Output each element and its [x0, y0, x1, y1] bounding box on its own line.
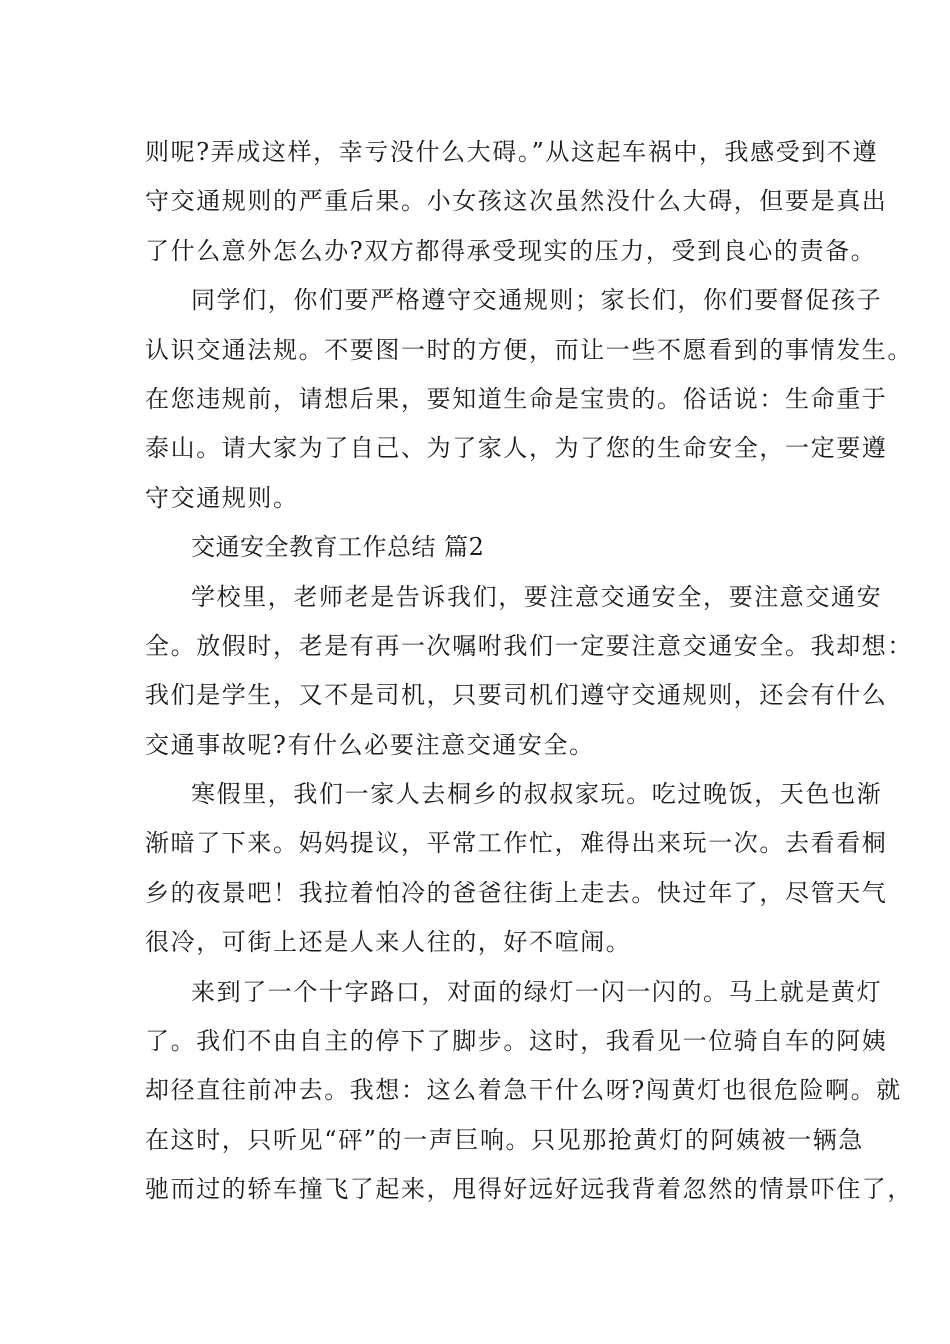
- text-line: 很冷，可街上还是人来人往的，好不喧闹。: [145, 928, 632, 957]
- document-body: [145, 128, 913, 1215]
- text-line: 驰而过的轿车撞飞了起来，甩得好远好远我背着忽然的情景吓住了，: [145, 1175, 913, 1204]
- text-line: 寒假里，我们一家人去桐乡的叔叔家玩。吃过晚饭，天色也渐: [191, 780, 883, 809]
- text-line: 却径直往前冲去。我想：这么着急干什么呀?闯黄灯也很危险啊。就: [145, 1076, 902, 1105]
- text-line: 了。我们不由自主的停下了脚步。这时，我看见一位骑自车的阿姨: [145, 1027, 888, 1056]
- text-line: 守交通规则的严重后果。小女孩这次虽然没什么大碍，但要是真出: [145, 187, 888, 216]
- text-line: 了什么意外怎么办?双方都得承受现实的压力，受到良心的责备。: [145, 236, 877, 265]
- text-line: 我们是学生，又不是司机，只要司机们遵守交通规则，还会有什么: [145, 681, 888, 710]
- text-line: 乡的夜景吧！我拉着怕冷的爸爸往街上走去。快过年了，尽管天气: [145, 878, 888, 907]
- text-line: 来到了一个十字路口，对面的绿灯一闪一闪的。马上就是黄灯: [191, 977, 883, 1006]
- text-line: 在这时，只听见“砰”的一声巨响。只见那抢黄灯的阿姨被一辆急: [145, 1125, 864, 1154]
- text-line: 认识交通法规。不要图一时的方便，而让一些不愿看到的事情发生。: [145, 335, 913, 364]
- text-line: 渐暗了下来。妈妈提议，平常工作忙，难得出来玩一次。去看看桐: [145, 829, 888, 858]
- text-line: 在您违规前，请想后果，要知道生命是宝贵的。俗话说：生命重于: [145, 384, 888, 413]
- text-line: 守交通规则。: [145, 483, 299, 512]
- text-line: 交通事故呢?有什么必要注意交通安全。: [145, 730, 595, 759]
- text-line: 学校里，老师老是告诉我们，要注意交通安全，要注意交通安: [191, 582, 883, 611]
- text-line: 同学们，你们要严格遵守交通规则；家长们，你们要督促孩子: [191, 286, 883, 315]
- section-heading: 交通安全教育工作总结 篇2: [191, 533, 485, 562]
- text-line: 全。放假时，老是有再一次嘱咐我们一定要注意交通安全。我却想：: [145, 631, 913, 660]
- text-line: 则呢?弄成这样，幸亏没什么大碍。”从这起车祸中，我感受到不遵: [145, 138, 879, 166]
- text-line: 泰山。请大家为了自己、为了家人，为了您的生命安全，一定要遵: [145, 434, 888, 463]
